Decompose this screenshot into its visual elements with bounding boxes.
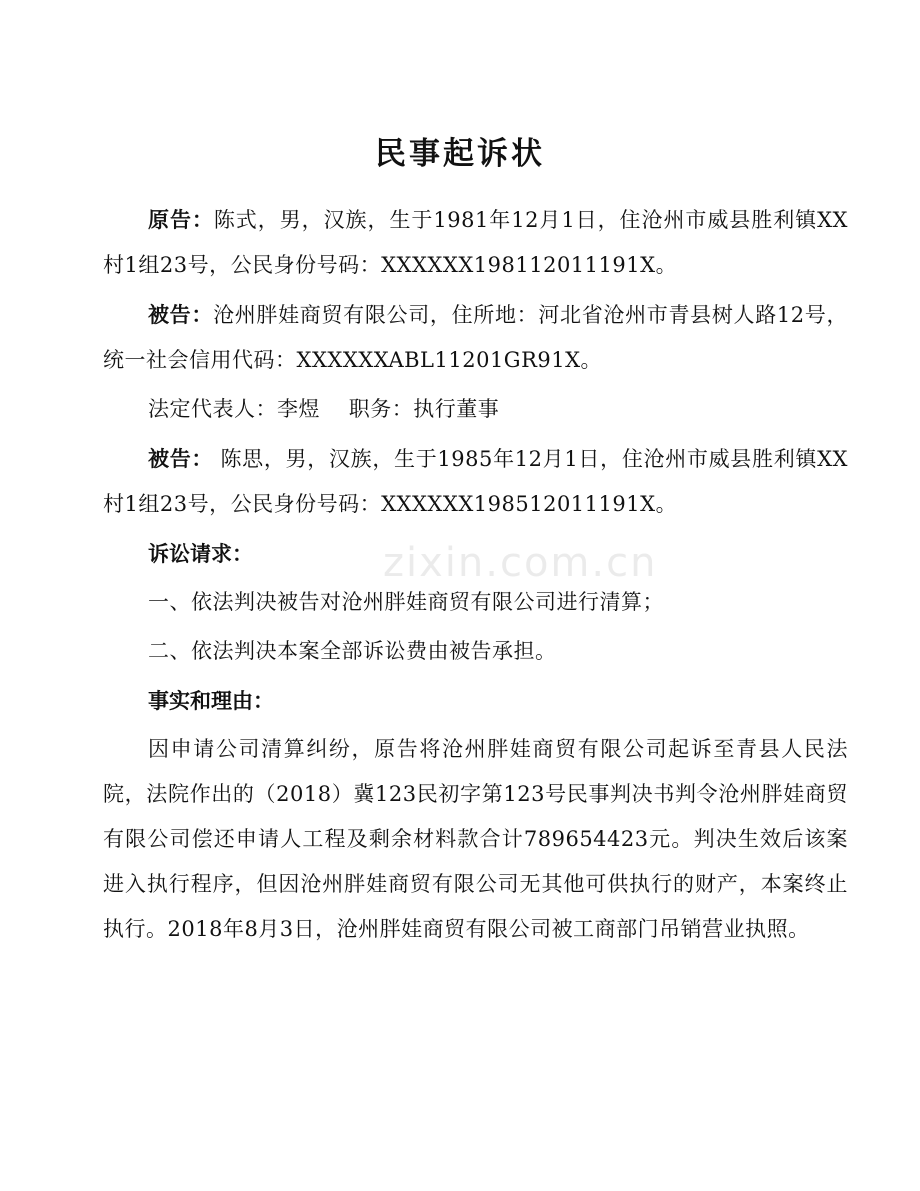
- watermark-text: zixin.com.cn: [383, 540, 658, 586]
- facts-heading: 事实和理由：: [148, 688, 274, 713]
- document-body: [103, 197, 848, 952]
- defendant1-label: 被告：: [148, 302, 214, 327]
- legal-rep-paragraph: 法定代表人：李煜 职务：执行董事: [148, 397, 500, 421]
- document-title: 民事起诉状: [375, 136, 545, 172]
- facts-paragraph: 因申请公司清算纠纷，原告将沧州胖娃商贸有限公司起诉至青县人民法院，法院作出的（2018）冀123民初字第123号民事判决书判令沧州胖娃商贸有限公司偿还申请人工程及剩余材料款合计789654423元。判决生效后该案进入执行程序，但因沧州胖娃商贸有限公司无其他可供执行的财产，本案终止执行。2018年8月3日，沧州胖娃商贸有限公司被工商部门吊销营业执照。: [103, 737, 848, 941]
- defendant2-paragraph: [103, 436, 848, 527]
- claim-item-2: 二、依法判决本案全部诉讼费由被告承担。: [148, 639, 557, 663]
- defendant2-text: 陈思，男，汉族，生于1985年12月1日，住沧州市威县胜利镇XX村1组23号，公民身份号码：XXXXXX198512011191X。: [103, 447, 848, 516]
- defendant2-label: 被告：: [148, 446, 214, 471]
- defendant1-paragraph: [103, 292, 848, 383]
- defendant1-text: 沧州胖娃商贸有限公司，住所地：河北省沧州市青县树人路12号，统一社会信用代码：XXXXXXABL11201GR91X。: [103, 303, 848, 372]
- plaintiff-paragraph: [103, 197, 848, 288]
- plaintiff-text: 陈式，男，汉族，生于1981年12月1日，住沧州市威县胜利镇XX村1组23号，公民身份号码：XXXXXX198112011191X。: [103, 208, 848, 277]
- plaintiff-label: 原告：: [148, 207, 214, 232]
- claims-heading: 诉讼请求：: [148, 541, 253, 566]
- claim-item-1: 一、依法判决被告对沧州胖娃商贸有限公司进行清算；: [148, 590, 664, 614]
